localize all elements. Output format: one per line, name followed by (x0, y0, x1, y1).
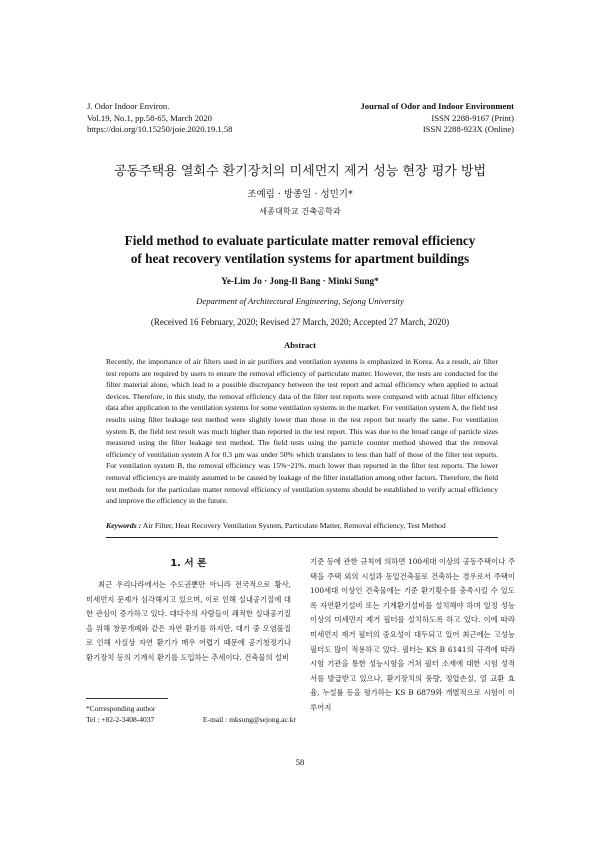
footnote (86, 703, 296, 725)
keywords-list: Air Filter, Heat Recovery Ventilation System, Particulate Matter, Removal efficiency, Test Method (141, 521, 446, 530)
keywords-label: Keywords : (106, 521, 142, 530)
abstract-heading: Abstract (284, 340, 316, 350)
body-paragraph-right: 기준 등에 관한 규칙에 의하면 100세대 이상의 공동주택이나 주택을 주택 외의 시설과 동일건축물로 건축하는 경우로서 주택이 100세대 이상인 건축물에는 기준 환기횟수를 충족시킬 수 있도록 자연환기설비 또는 기계환기설비를 설치해야 하며 일정 성능 이상의 미세먼지 제거 필터를 설치하도록 하고 있다. 이에 따라 미세먼지 제거 필터의 중요성이 대두되고 있어 최근에는 고성능 필터도 많이 적용하고 있다. 필터는 KS B 6141의 규격에 따라 시험 기관을 통한 성능시험을 거쳐 필터 소재에 대한 시험 성적서를 발급받고 있으나, 환기장치의 풍량, 정압손실, 열 교환 효율, 누설률 등을 평가하는 KS B 6879와 개별적으로 시험이 이루어지 (310, 557, 515, 712)
english-title (0, 232, 600, 268)
abstract-text: Recently, the importance of air filters used in air purifiers and ventilation systems is emphasized in Korea. As a result, air filter test reports are required by users to ensure the removal efficiency of particulate matter. However, the tests are conducted for the filter material alone, which lead to a possible discrepancy between the test report and actual efficiency when applied to actual devices. Therefore, in this study, the removal efficiency data of the filter test reports were compared with actual filter efficiency data after application to the ventilation systems for some ventilation systems in the market. For ventilation system A, the field test results using filter leakage test method were slightly lower than those in the test report but nearly the same. For ventilation system B, the field test result was much higher than reported in the test report. This was due to the broad range of particle sizes measured using the filter leakage test method. The field tests using the particle counter method showed that the removal efficiency of ventilation system A for 0.3 μm was under 50% which translates to less than half of those of the filter test reports. For ventilation system B, the removal efficiency was 15%~21%. much lower than reported in the filter test reports. The lower removal efficiencys are mainly assumed to be caused by leakage of the filter installation among other factors. Therefore, the field test methods for the particulate matter removal efficiency of ventilation systems should be established to verify actual efficiency and improve the efficiency in the future. (106, 357, 498, 506)
journal-name: Journal of Odor and Indoor Environment (360, 101, 514, 111)
english-title-line1: Field method to evaluate particulate matter removal efficiency (124, 233, 476, 248)
corresponding-author: *Corresponding author (86, 704, 156, 713)
keywords-line (106, 521, 506, 530)
english-authors: Ye-Lim Jo · Jong-Il Bang · Minki Sung* (221, 276, 379, 286)
english-affiliation: Department of Architectural Engineering, Sejong University (196, 296, 404, 306)
abstract-body (106, 356, 498, 507)
body-column-left (86, 578, 291, 666)
doi-link[interactable]: https://doi.org/10.15250/joie.2020.19.1.58 (87, 124, 233, 134)
contact-row (86, 714, 296, 725)
issn-print: ISSN 2288-9167 (Print) (431, 112, 514, 123)
body-paragraph-left: 최근 우리나라에서는 수도권뿐만 아니라 전국적으로 황사, 미세먼지 문제가 심각해지고 있으며, 이로 인해 실내공기질에 대한 관심이 증가하고 있다. 대다수의 사람들이 쾌적한 실내공기질을 위해 창문개폐와 같은 자연 환기를 하지만, 대기 중 오염물질로 인해 사실상 자연 환기가 매우 어렵기 때문에 공기청정기나 환기장치 등의 기계식 환기를 도입하는 추세이다. 건축물의 설비 (86, 580, 291, 662)
volume-info: Vol.19, No.1, pp.58-65, March 2020 (87, 112, 212, 123)
received-dates: (Received 16 February, 2020; Revised 27 March, 2020; Accepted 27 March, 2020) (150, 317, 450, 327)
journal-abbrev: J. Odor Indoor Environ. (87, 101, 170, 111)
korean-title: 공동주택용 열회수 환기장치의 미세먼지 제거 성능 현장 평가 방법 (113, 164, 487, 179)
issn-online: ISSN 2288-923X (Online) (422, 124, 514, 134)
email-link[interactable]: E-mail : mksung@sejong.ac.kr (202, 715, 296, 724)
english-title-line2: of heat recovery ventilation systems for apartment buildings (130, 251, 470, 266)
footnote-divider (86, 698, 168, 699)
abstract-divider (106, 537, 498, 538)
korean-authors: 조예림 · 방종일 · 성민기* (247, 189, 353, 200)
telephone: Tel : +82-2-3408-4037 (86, 715, 155, 724)
body-column-right (310, 555, 515, 716)
korean-affiliation: 세종대학교 건축공학과 (259, 206, 341, 216)
page-number: 58 (295, 757, 305, 767)
section-title-introduction: 1. 서 론 (170, 558, 207, 569)
journal-header-right (274, 101, 514, 136)
